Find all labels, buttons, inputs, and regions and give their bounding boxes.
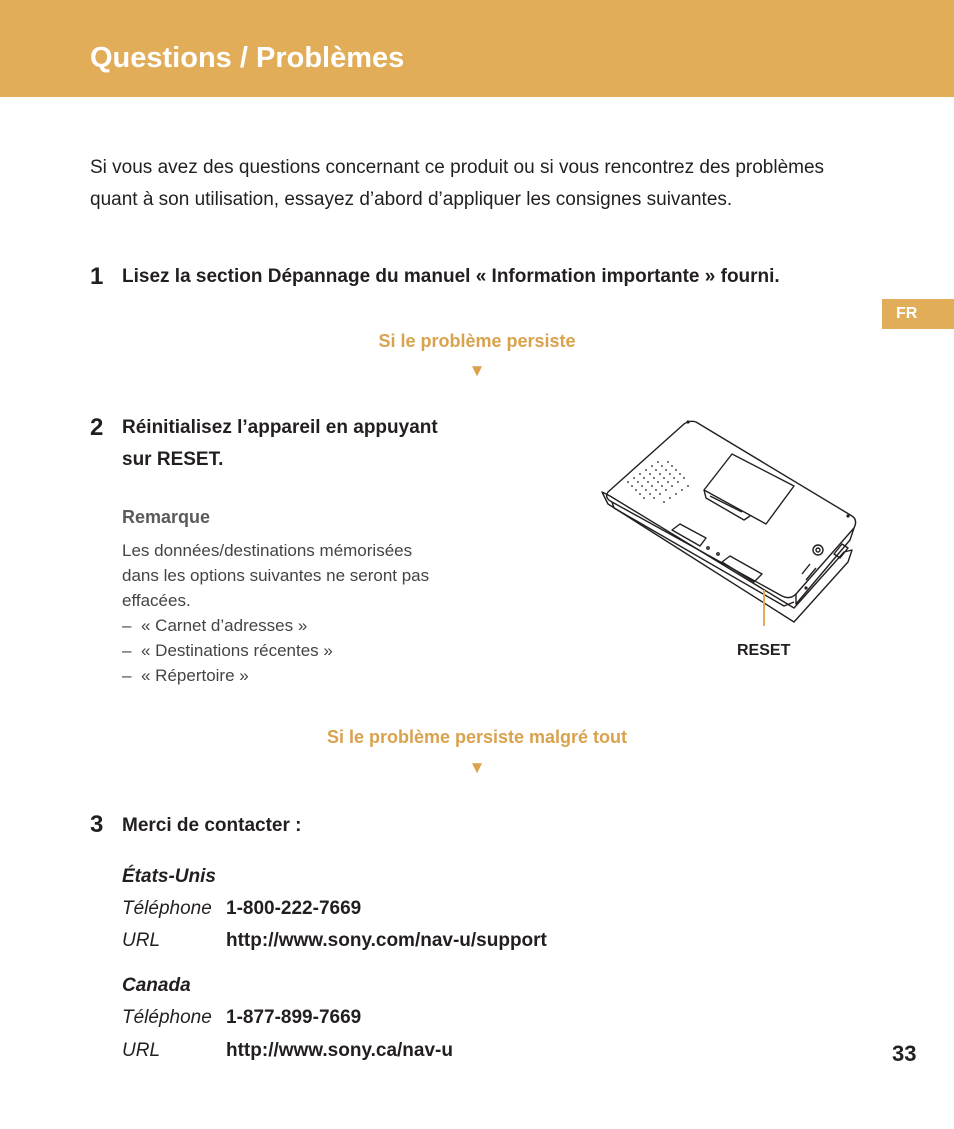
device-illustration — [598, 412, 860, 626]
country-usa: États-Unis — [122, 866, 216, 887]
step-2-line-1: Réinitialisez l’appareil en appuyant — [122, 417, 438, 438]
step-3-number: 3 — [90, 811, 104, 838]
page-header — [0, 0, 954, 97]
list-dash: – — [122, 641, 132, 660]
note-line: effacées. — [122, 591, 191, 610]
support-url[interactable]: http://www.sony.ca/nav-u — [226, 1040, 453, 1061]
support-url[interactable]: http://www.sony.com/nav-u/support — [226, 930, 547, 951]
url-label: URL — [122, 930, 161, 951]
persist-label-1: Si le problème persiste — [378, 331, 576, 351]
note-line: Les données/destinations mémorisées — [122, 541, 413, 560]
step-1-number: 1 — [90, 263, 104, 290]
url-label: URL — [122, 1040, 161, 1061]
persist-label-2: Si le problème persiste malgré tout — [326, 727, 628, 747]
step-1-text: Lisez la section Dépannage du manuel « Information importante » fourni. — [122, 266, 780, 287]
note-item-label: « Destinations récentes » — [141, 641, 333, 660]
note-line: dans les options suivantes ne seront pas — [122, 566, 430, 585]
list-dash: – — [122, 666, 132, 685]
down-arrow-icon: ▼ — [468, 758, 486, 777]
phone-label: Téléphone — [122, 898, 212, 919]
step-2-number: 2 — [90, 414, 104, 441]
note-item-label: « Répertoire » — [141, 666, 249, 685]
country-canada: Canada — [122, 975, 191, 996]
page-number: 33 — [892, 1041, 917, 1066]
intro-paragraph: Si vous avez des questions concernant ce produit ou si vous rencontrez des problèmes quant à son utilisation, essayez d’abord d’appliquer les consignes suivantes. — [90, 157, 825, 210]
note-body — [122, 538, 482, 688]
step-2-line-2: sur RESET. — [122, 449, 224, 470]
language-tab: FR — [882, 299, 954, 329]
list-dash: – — [122, 616, 132, 635]
reset-label: RESET — [737, 642, 791, 659]
note-list-item — [122, 613, 482, 638]
phone-number: 1-800-222-7669 — [226, 898, 362, 919]
phone-label: Téléphone — [122, 1007, 212, 1028]
note-list-item — [122, 663, 482, 688]
step-3-text: Merci de contacter : — [122, 815, 302, 836]
phone-number: 1-877-899-7669 — [226, 1007, 362, 1028]
note-item-label: « Carnet d’adresses » — [141, 616, 308, 635]
note-list-item — [122, 638, 482, 663]
page-title: Questions / Problèmes — [90, 42, 405, 74]
down-arrow-icon: ▼ — [468, 361, 486, 380]
note-title: Remarque — [122, 507, 211, 527]
